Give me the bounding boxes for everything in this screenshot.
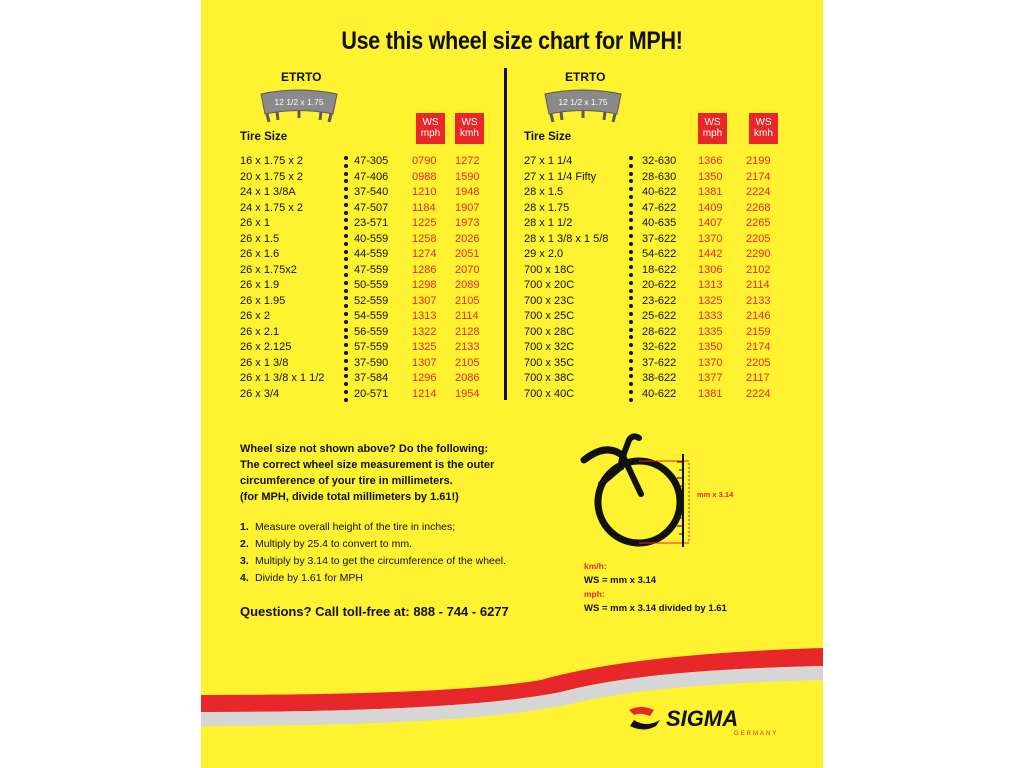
- cell-kmh: 1272: [455, 155, 480, 167]
- tire-example-text: 12 1/2 x 1.75: [558, 97, 608, 107]
- cell-size: 26 x 1.95: [240, 294, 286, 307]
- cell-mph: 1296: [412, 372, 437, 384]
- separator-dot: [344, 374, 348, 378]
- cell-size: 26 x 2.125: [240, 341, 292, 353]
- separator-dot: [344, 335, 348, 339]
- cell-mph: 1313: [698, 279, 723, 291]
- cell-size: 16 x 1.75 x 2: [240, 155, 303, 167]
- cell-mph: 1274: [412, 248, 437, 260]
- separator-dot: [629, 195, 633, 199]
- cell-etrto: 40-559: [354, 232, 389, 245]
- tire-tread-icon: [543, 88, 623, 128]
- cell-size: 26 x 2.1: [240, 325, 280, 338]
- cell-kmh: 2290: [746, 248, 771, 260]
- cell-mph: 1307: [412, 294, 437, 307]
- cell-mph: 1366: [698, 155, 723, 167]
- steps-list: [240, 519, 560, 587]
- cell-kmh: 2026: [455, 232, 480, 245]
- cell-kmh: 1973: [455, 217, 480, 229]
- cell-size: 26 x 1.75x2: [240, 263, 297, 276]
- cell-mph: 1258: [412, 232, 437, 245]
- cell-mph: 1333: [698, 310, 723, 322]
- separator-dot: [629, 234, 633, 238]
- separator-dot: [629, 390, 633, 394]
- step-item: 4. Divide by 1.61 for MPH: [240, 572, 363, 584]
- separator-dot: [629, 374, 633, 378]
- cell-size: 700 x 18C: [524, 263, 575, 276]
- separator-dot: [629, 343, 633, 347]
- cell-mph: 1325: [698, 294, 723, 307]
- cell-size: 26 x 1 3/8 x 1 1/2: [240, 372, 325, 384]
- cell-size: 26 x 1.9: [240, 279, 280, 291]
- cell-etrto: 40-622: [642, 387, 677, 400]
- sigma-logo: [626, 700, 801, 740]
- cell-kmh: 2174: [746, 170, 771, 183]
- separator-dot: [344, 242, 348, 246]
- separator-dot: [344, 367, 348, 371]
- cell-kmh: 2105: [455, 356, 480, 369]
- separator-dot: [629, 250, 633, 254]
- cell-kmh: 2224: [746, 186, 771, 198]
- separator-dot: [344, 156, 348, 160]
- cell-mph: 1313: [412, 310, 437, 322]
- cell-mph: 1370: [698, 356, 723, 369]
- instructions-block: [240, 441, 560, 587]
- cell-size: 28 x 1.5: [524, 186, 564, 198]
- separator-dot: [344, 203, 348, 207]
- cell-kmh: 2205: [746, 356, 771, 369]
- cell-kmh: 2224: [746, 387, 771, 400]
- cell-size: 24 x 1.75 x 2: [240, 201, 303, 214]
- cell-kmh: 2265: [746, 217, 771, 229]
- cell-mph: 1377: [698, 372, 723, 384]
- cell-mph: 1335: [698, 325, 723, 338]
- cell-etrto: 54-622: [642, 248, 677, 260]
- mph-formula: WS = mm x 3.14 divided by 1.61: [584, 603, 727, 614]
- cell-mph: 1322: [412, 325, 437, 338]
- cell-etrto: 47-305: [354, 155, 389, 167]
- separator-dot: [629, 179, 633, 183]
- cell-size: 24 x 1 3/8A: [240, 186, 296, 198]
- cell-size: 28 x 1.75: [524, 201, 570, 214]
- separator-dot: [629, 172, 633, 176]
- cell-etrto: 56-559: [354, 325, 389, 338]
- separator-dot: [344, 257, 348, 261]
- separator-dot: [344, 234, 348, 238]
- cell-size: 700 x 35C: [524, 356, 575, 369]
- cell-size: 700 x 23C: [524, 294, 575, 307]
- cell-mph: 1210: [412, 186, 437, 198]
- separator-dot: [344, 211, 348, 215]
- separator-dot: [629, 164, 633, 168]
- cell-kmh: 1907: [455, 201, 480, 214]
- separator-dot: [629, 335, 633, 339]
- cell-size: 26 x 1.5: [240, 232, 280, 245]
- kmh-label: km/h:: [584, 561, 607, 571]
- separator-dot: [629, 273, 633, 277]
- cell-size: 26 x 2: [240, 310, 270, 322]
- separator-dot: [629, 320, 633, 324]
- separator-dot: [344, 304, 348, 308]
- cell-mph: 1409: [698, 201, 723, 214]
- tire-example-text: 12 1/2 x 1.75: [274, 97, 324, 107]
- cell-etrto: 57-559: [354, 341, 389, 353]
- cell-size: 700 x 38C: [524, 372, 575, 384]
- separator-dot: [344, 359, 348, 363]
- cell-etrto: 38-622: [642, 372, 677, 384]
- cell-etrto: 47-406: [354, 170, 389, 183]
- separator-dot: [629, 398, 633, 402]
- cell-mph: 1298: [412, 279, 437, 291]
- separator-dot: [629, 242, 633, 246]
- cell-etrto: 47-622: [642, 201, 677, 214]
- cell-size: 26 x 1 3/8: [240, 356, 289, 369]
- cell-kmh: 2086: [455, 372, 480, 384]
- separator-dot: [629, 359, 633, 363]
- cell-mph: 1381: [698, 186, 723, 198]
- etrto-label: ETRTO: [565, 70, 606, 84]
- separator-dot: [344, 312, 348, 316]
- cell-kmh: 2174: [746, 341, 771, 353]
- dot-separator-right: [629, 156, 633, 406]
- cell-kmh: 2268: [746, 201, 771, 214]
- cell-size: 26 x 1.6: [240, 248, 280, 260]
- cell-mph: 1225: [412, 217, 437, 229]
- cell-etrto: 25-622: [642, 310, 677, 322]
- cell-mph: 1306: [698, 263, 723, 276]
- ws-mph-header-left: WS mph: [416, 113, 445, 144]
- ws-mph-header-right: WS mph: [698, 113, 727, 144]
- cell-mph: 1214: [412, 387, 437, 400]
- cell-mph: 1350: [698, 341, 723, 353]
- cell-size: 28 x 1 3/8 x 1 5/8: [524, 232, 609, 245]
- cell-kmh: 2146: [746, 310, 771, 322]
- cell-size: 700 x 40C: [524, 387, 575, 400]
- cell-etrto: 18-622: [642, 263, 677, 276]
- cell-size: 700 x 20C: [524, 279, 575, 291]
- cell-size: 28 x 1 1/2: [524, 217, 573, 229]
- cell-size: 700 x 32C: [524, 341, 575, 353]
- separator-dot: [629, 257, 633, 261]
- cell-etrto: 44-559: [354, 248, 389, 260]
- separator-dot: [344, 218, 348, 222]
- cell-etrto: 40-635: [642, 217, 677, 229]
- cell-mph: 1370: [698, 232, 723, 245]
- cell-kmh: 1948: [455, 186, 480, 198]
- tire-size-header-left: Tire Size: [240, 131, 288, 143]
- cell-kmh: 2205: [746, 232, 771, 245]
- separator-dot: [344, 398, 348, 402]
- instructions-heading-line: (for MPH, divide total millimeters by 1.61!): [240, 491, 459, 503]
- cell-size: 26 x 1: [240, 217, 270, 229]
- cell-etrto: 37-622: [642, 356, 677, 369]
- step-item: 2. Multiply by 25.4 to convert to mm.: [240, 538, 412, 550]
- separator-dot: [629, 226, 633, 230]
- separator-dot: [344, 195, 348, 199]
- brand-name-text: SIGMA: [666, 706, 739, 731]
- separator-dot: [629, 218, 633, 222]
- separator-dot: [629, 304, 633, 308]
- cell-size: 29 x 2.0: [524, 248, 564, 260]
- separator-dot: [629, 281, 633, 285]
- cell-size: 20 x 1.75 x 2: [240, 170, 303, 183]
- separator-dot: [344, 265, 348, 269]
- cell-size: 27 x 1 1/4: [524, 155, 573, 167]
- cell-mph: 1307: [412, 356, 437, 369]
- cell-etrto: 47-559: [354, 263, 389, 276]
- separator-dot: [629, 351, 633, 355]
- instructions-heading-line: The correct wheel size measurement is the outer: [240, 459, 495, 471]
- cell-mph: 0988: [412, 170, 437, 183]
- cell-etrto: 47-507: [354, 201, 389, 214]
- step-item: 1. Measure overall height of the tire in inches;: [240, 521, 456, 533]
- ws-kmh-header-right: WS kmh: [749, 113, 778, 144]
- cell-kmh: 2133: [746, 294, 771, 307]
- formula-block: [584, 560, 784, 616]
- brand-country-text: GERMANY: [734, 731, 779, 737]
- cell-etrto: 40-622: [642, 186, 677, 198]
- cell-size: 700 x 25C: [524, 310, 575, 322]
- cell-etrto: 20-571: [354, 387, 389, 400]
- separator-dot: [629, 382, 633, 386]
- cell-etrto: 20-622: [642, 279, 677, 291]
- step-item: 3. Multiply by 3.14 to get the circumference of the wheel.: [240, 555, 506, 567]
- cell-kmh: 2133: [455, 341, 480, 353]
- cell-kmh: 2114: [746, 279, 770, 291]
- cell-kmh: 2114: [455, 310, 479, 322]
- separator-dot: [344, 351, 348, 355]
- separator-dot: [629, 265, 633, 269]
- dot-separator-left: [344, 156, 348, 406]
- separator-dot: [344, 179, 348, 183]
- cell-etrto: 28-630: [642, 170, 677, 183]
- ws-kmh-header-left: WS kmh: [455, 113, 484, 144]
- cell-kmh: 2102: [746, 263, 771, 276]
- cell-etrto: 37-622: [642, 232, 677, 245]
- separator-dot: [344, 281, 348, 285]
- mm-label: mm x 3.14: [697, 490, 734, 499]
- separator-dot: [344, 172, 348, 176]
- cell-kmh: 2051: [455, 248, 480, 260]
- separator-dot: [629, 187, 633, 191]
- mph-label: mph:: [584, 589, 605, 599]
- cell-etrto: 37-590: [354, 356, 389, 369]
- cell-size: 26 x 3/4: [240, 387, 280, 400]
- cell-kmh: 2105: [455, 294, 480, 307]
- cell-kmh: 2128: [455, 325, 480, 338]
- separator-dot: [344, 390, 348, 394]
- separator-dot: [344, 289, 348, 293]
- cell-mph: 1184: [412, 201, 436, 214]
- separator-dot: [344, 250, 348, 254]
- wheel-size-chart-sheet: [201, 0, 823, 768]
- separator-dot: [344, 226, 348, 230]
- cell-size: 27 x 1 1/4 Fifty: [524, 170, 597, 183]
- separator-dot: [344, 320, 348, 324]
- cell-etrto: 37-540: [354, 186, 389, 198]
- tire-tread-icon: [259, 88, 339, 128]
- separator-dot: [629, 156, 633, 160]
- instructions-heading-line: circumference of your tire in millimeters.: [240, 475, 453, 487]
- separator-dot: [344, 343, 348, 347]
- etrto-label: ETRTO: [281, 70, 322, 84]
- cell-etrto: 50-559: [354, 279, 389, 291]
- cell-etrto: 54-559: [354, 310, 389, 322]
- questions-phone-line: Questions? Call toll-free at: 888 - 744 - 6277: [240, 604, 509, 619]
- bike-wheel-diagram-icon: [579, 432, 704, 552]
- separator-dot: [344, 328, 348, 332]
- cell-kmh: 2199: [746, 155, 771, 167]
- separator-dot: [629, 203, 633, 207]
- separator-dot: [344, 382, 348, 386]
- instructions-heading-line: Wheel size not shown above? Do the following:: [240, 443, 489, 455]
- cell-etrto: 23-622: [642, 294, 677, 307]
- cell-mph: 1442: [698, 248, 723, 260]
- separator-dot: [629, 367, 633, 371]
- cell-etrto: 52-559: [354, 294, 389, 307]
- kmh-formula: WS = mm x 3.14: [584, 575, 657, 586]
- cell-size: 700 x 28C: [524, 325, 575, 338]
- cell-kmh: 2089: [455, 279, 480, 291]
- cell-mph: 0790: [412, 155, 437, 167]
- cell-kmh: 1590: [455, 170, 480, 183]
- tire-size-header-right: Tire Size: [524, 131, 572, 143]
- cell-mph: 1286: [412, 263, 437, 276]
- cell-etrto: 32-622: [642, 341, 677, 353]
- cell-kmh: 1954: [455, 387, 480, 400]
- separator-dot: [629, 211, 633, 215]
- separator-dot: [629, 296, 633, 300]
- cell-etrto: 37-584: [354, 372, 389, 384]
- separator-dot: [629, 289, 633, 293]
- cell-etrto: 23-571: [354, 217, 389, 229]
- cell-etrto: 32-630: [642, 155, 677, 167]
- cell-kmh: 2159: [746, 325, 771, 338]
- page-title: Use this wheel size chart for MPH!: [341, 27, 683, 55]
- cell-kmh: 2117: [746, 372, 770, 384]
- cell-kmh: 2070: [455, 263, 480, 276]
- separator-dot: [344, 296, 348, 300]
- separator-dot: [629, 328, 633, 332]
- cell-etrto: 28-622: [642, 325, 677, 338]
- separator-dot: [344, 273, 348, 277]
- cell-mph: 1407: [698, 217, 723, 229]
- separator-dot: [629, 312, 633, 316]
- column-divider: [504, 68, 507, 400]
- cell-mph: 1381: [698, 387, 723, 400]
- cell-mph: 1325: [412, 341, 437, 353]
- separator-dot: [344, 187, 348, 191]
- separator-dot: [344, 164, 348, 168]
- cell-mph: 1350: [698, 170, 723, 183]
